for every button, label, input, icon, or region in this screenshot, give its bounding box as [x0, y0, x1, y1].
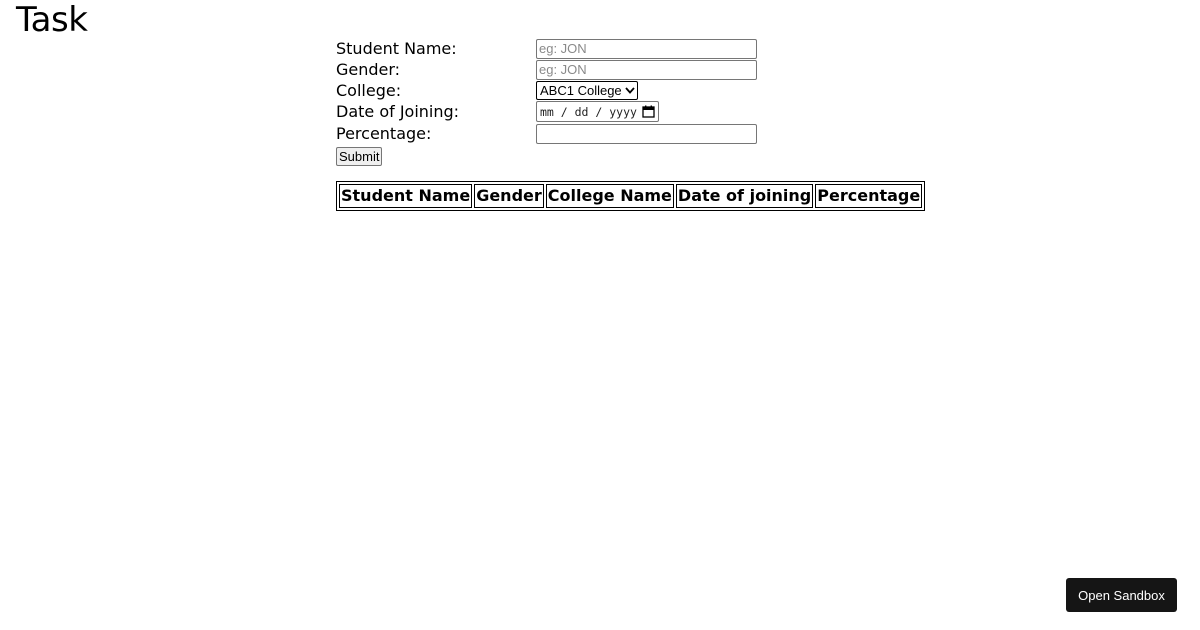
date-label: Date of Joining:: [336, 102, 460, 121]
header-student-name: Student Name: [339, 184, 472, 208]
header-gender: Gender: [474, 184, 544, 208]
gender-label: Gender:: [336, 60, 401, 79]
student-name-row: [336, 38, 876, 59]
college-select[interactable]: [536, 81, 638, 100]
header-date-of-joining: Date of joining: [676, 184, 813, 208]
student-form: [336, 38, 876, 167]
college-label: College:: [336, 81, 402, 100]
submit-row: [336, 146, 876, 167]
header-college-name: College Name: [546, 184, 674, 208]
submit-button[interactable]: Submit: [336, 147, 382, 166]
student-name-input[interactable]: [536, 39, 757, 59]
page-title: Task: [16, 0, 88, 40]
student-name-label: Student Name:: [336, 39, 457, 58]
college-selected-value: ABC1 College: [540, 83, 622, 98]
percentage-input[interactable]: [536, 124, 757, 144]
date-row: [336, 101, 876, 122]
college-row: [336, 80, 876, 101]
percentage-row: [336, 123, 876, 144]
date-input[interactable]: [536, 101, 659, 122]
percentage-label: Percentage:: [336, 124, 432, 143]
students-table: [336, 181, 925, 211]
header-percentage: Percentage: [815, 184, 922, 208]
gender-row: [336, 59, 876, 80]
chevron-down-icon: [623, 82, 637, 99]
calendar-icon[interactable]: [642, 105, 655, 118]
gender-input[interactable]: [536, 60, 757, 80]
table-header-row: [339, 184, 922, 208]
open-sandbox-button[interactable]: Open Sandbox: [1066, 578, 1177, 612]
date-placeholder: mm / dd / yyyy: [540, 104, 637, 119]
